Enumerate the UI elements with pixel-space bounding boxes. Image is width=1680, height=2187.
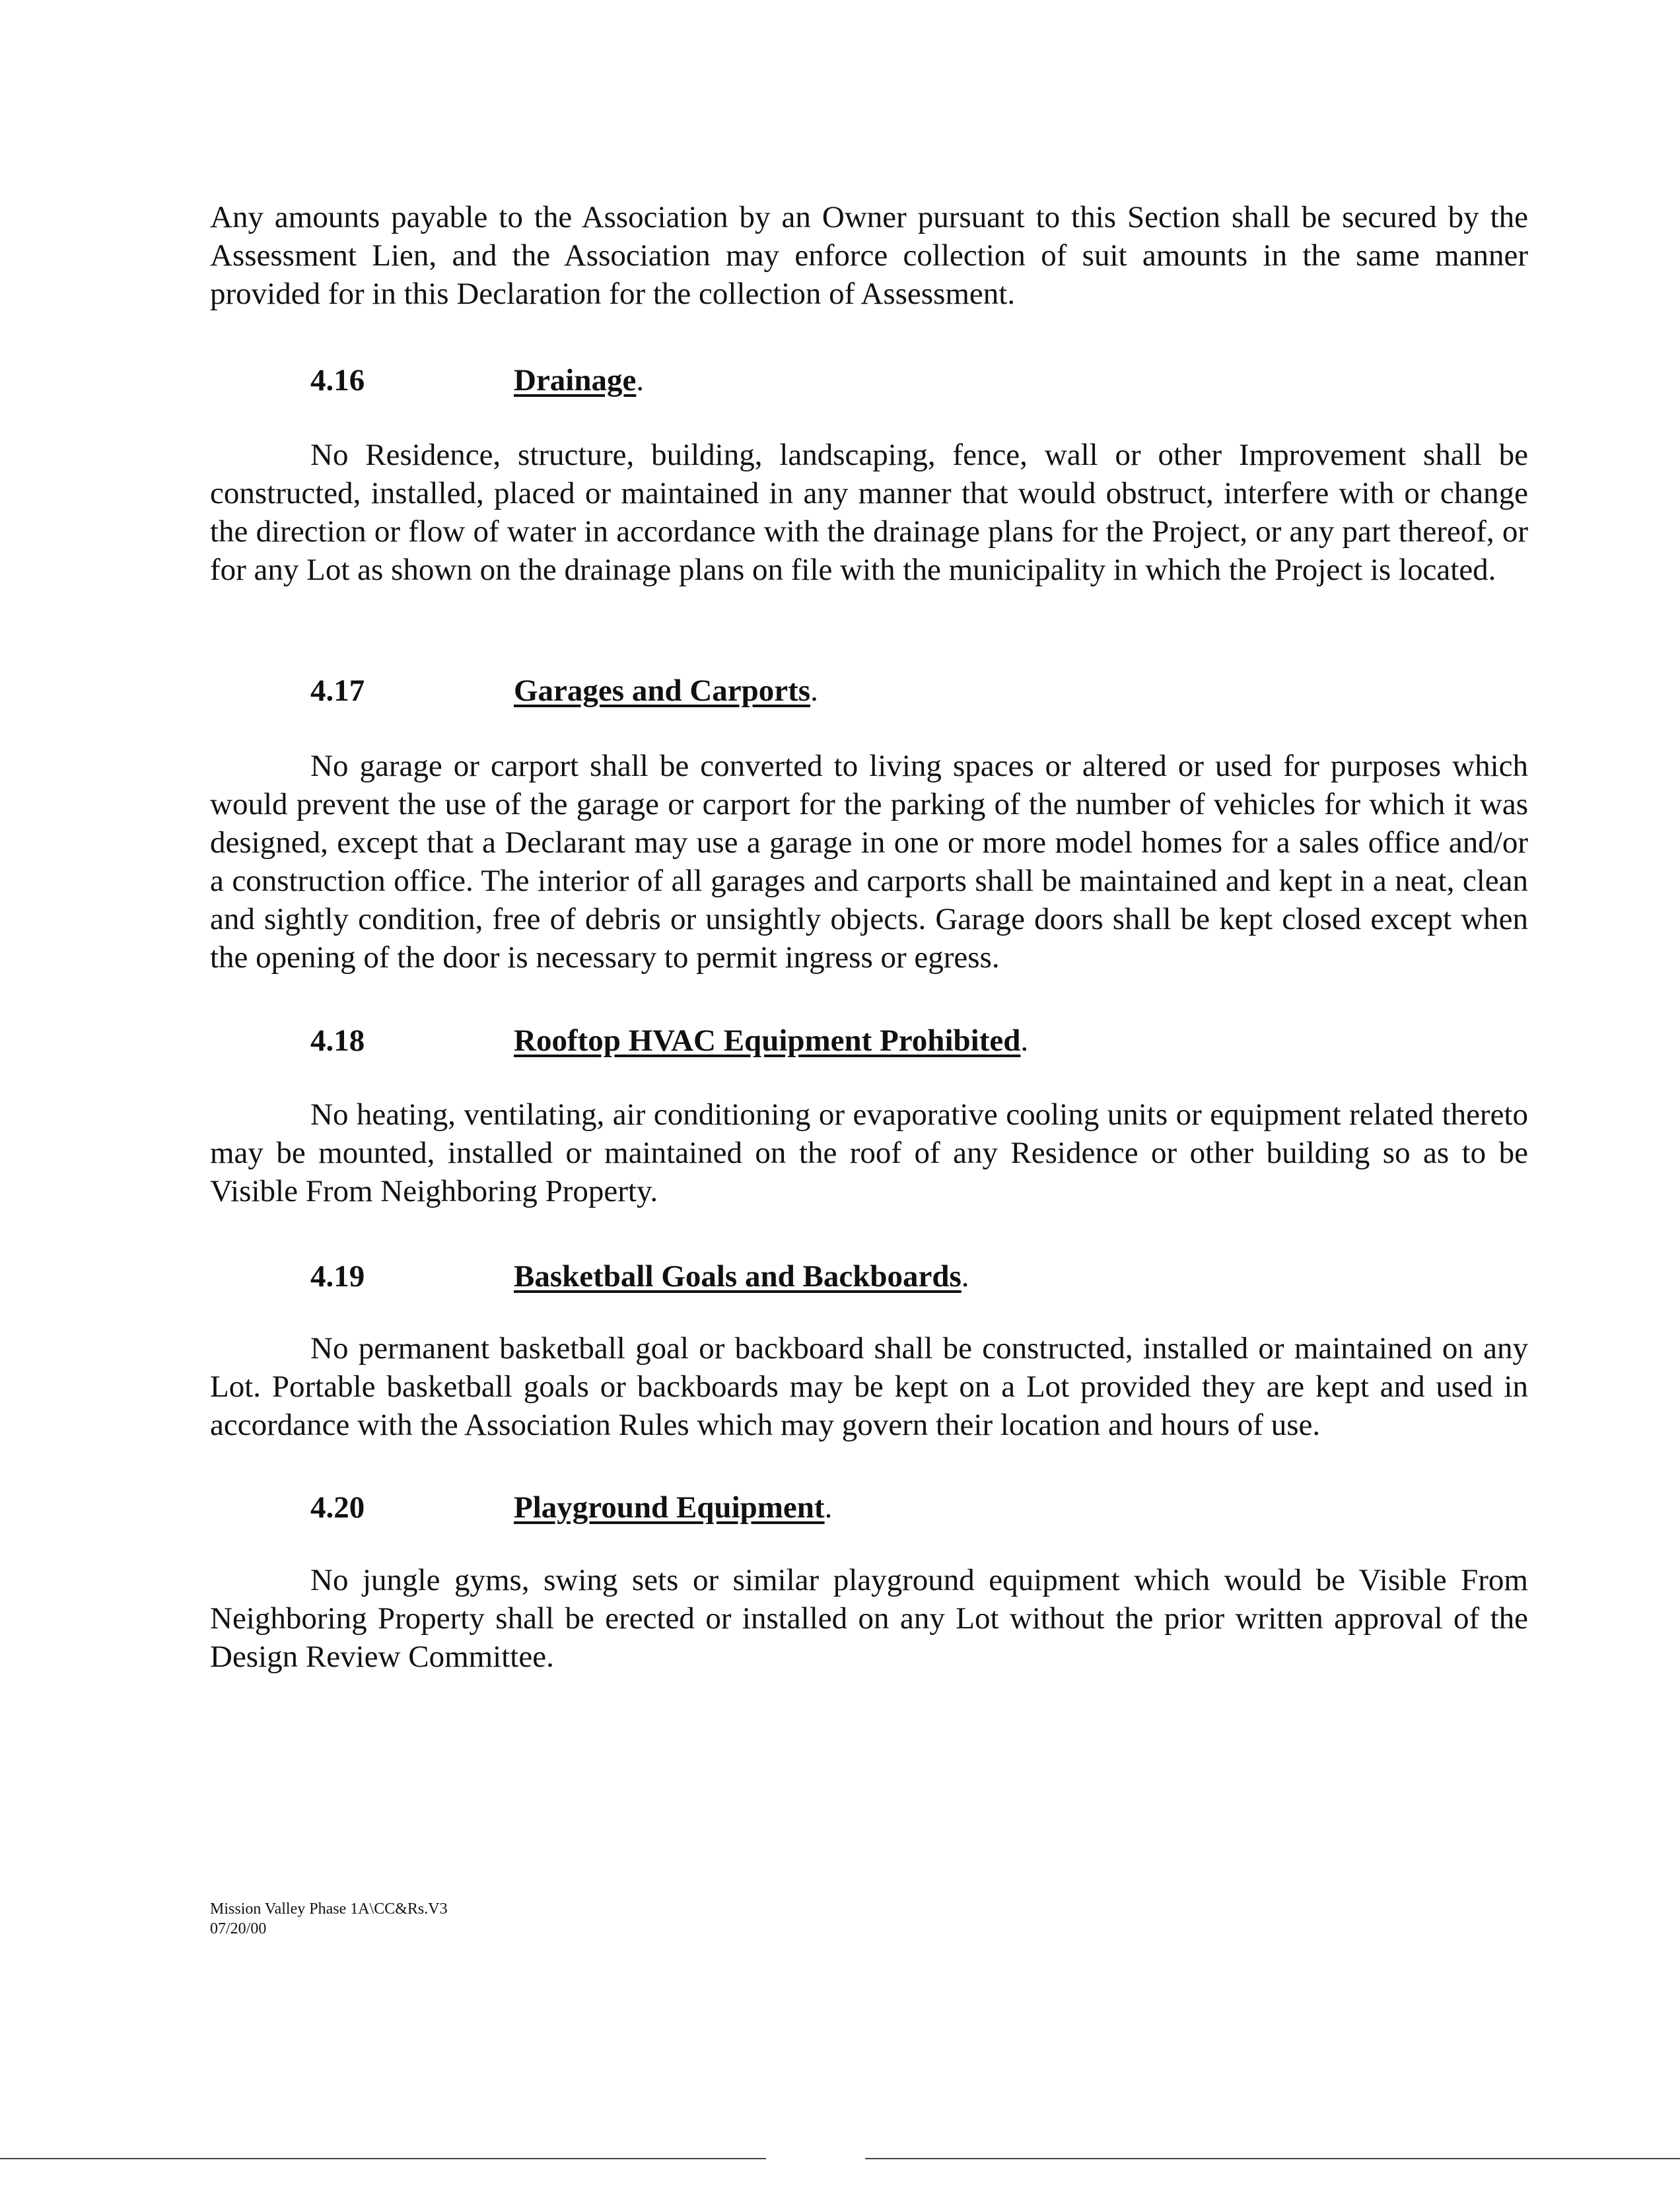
section-number: 4.17: [310, 674, 365, 708]
section-heading-4-17: [310, 672, 818, 710]
section-title-period: .: [824, 1490, 833, 1525]
section-heading-4-18: [310, 1022, 1028, 1060]
scan-edge-line: [865, 2158, 1680, 2159]
section-title: Rooftop HVAC Equipment Prohibited: [514, 1024, 1021, 1058]
section-number: 4.20: [310, 1490, 365, 1525]
intro-paragraph: Any amounts payable to the Association by an Owner pursuant to this Section shall be secured by the Assessment Lien, and the Association may enforce collection of suit amounts in the same manner provided for in this Declaration for the collection of Assessment.: [210, 200, 1528, 311]
section-title: Playground Equipment: [514, 1490, 825, 1525]
section-title: Drainage: [514, 363, 637, 398]
scan-edge-line: [0, 2158, 766, 2159]
section-heading-4-20: [310, 1488, 832, 1527]
section-body-4-19: No permanent basketball goal or backboard shall be constructed, installed or maintained on any Lot. Portable basketball goals or backboards may be kept on a Lot provided they are kept and used in accordance with the Association Rules which may govern their location and hours of use.: [210, 1331, 1528, 1442]
section-title: Garages and Carports: [514, 674, 811, 708]
section-title-period: .: [1020, 1024, 1029, 1058]
section-title-period: .: [636, 363, 645, 398]
section-number: 4.16: [310, 363, 365, 398]
section-number: 4.18: [310, 1024, 365, 1058]
section-heading-4-19: [310, 1257, 969, 1296]
section-number: 4.19: [310, 1259, 365, 1294]
section-body-4-18: No heating, ventilating, air conditioning or evaporative cooling units or equipment related thereto may be mounted, installed or maintained on the roof of any Residence or other building so as to be Visible From Neighboring Property.: [210, 1097, 1528, 1208]
footer-file-reference: Mission Valley Phase 1A\CC&Rs.V3: [210, 1900, 448, 1918]
section-title-period: .: [810, 674, 818, 708]
section-title-period: .: [961, 1259, 969, 1294]
section-body-4-16: No Residence, structure, building, landscaping, fence, wall or other Improvement shall be constructed, installed, placed or maintained in any manner that would obstruct, interfere with or change the direction or flow of water in accordance with the drainage plans for the Project, or any part thereof, or for any Lot as shown on the drainage plans on file with the municipality in which the Project is located.: [210, 438, 1528, 587]
section-heading-4-16: [310, 361, 644, 399]
section-body-4-17: No garage or carport shall be converted to living spaces or altered or used for purposes which would prevent the use of the garage or carport for the parking of the number of vehicles for which it was designed, except that a Declarant may use a garage in one or more model homes for a sales office and/or a construction office. The interior of all garages and carports shall be maintained and kept in a neat, clean and sightly condition, free of debris or unsightly objects. Garage doors shall be kept closed except when the opening of the door is necessary to permit ingress or egress.: [210, 749, 1528, 975]
section-title: Basketball Goals and Backboards: [514, 1259, 962, 1294]
section-body-4-20: No jungle gyms, swing sets or similar playground equipment which would be Visible From Neighboring Property shall be erected or installed on any Lot without the prior written approval of the Design Review Committee.: [210, 1563, 1528, 1674]
document-footer: [210, 1899, 448, 1939]
footer-date: 07/20/00: [210, 1920, 267, 1937]
